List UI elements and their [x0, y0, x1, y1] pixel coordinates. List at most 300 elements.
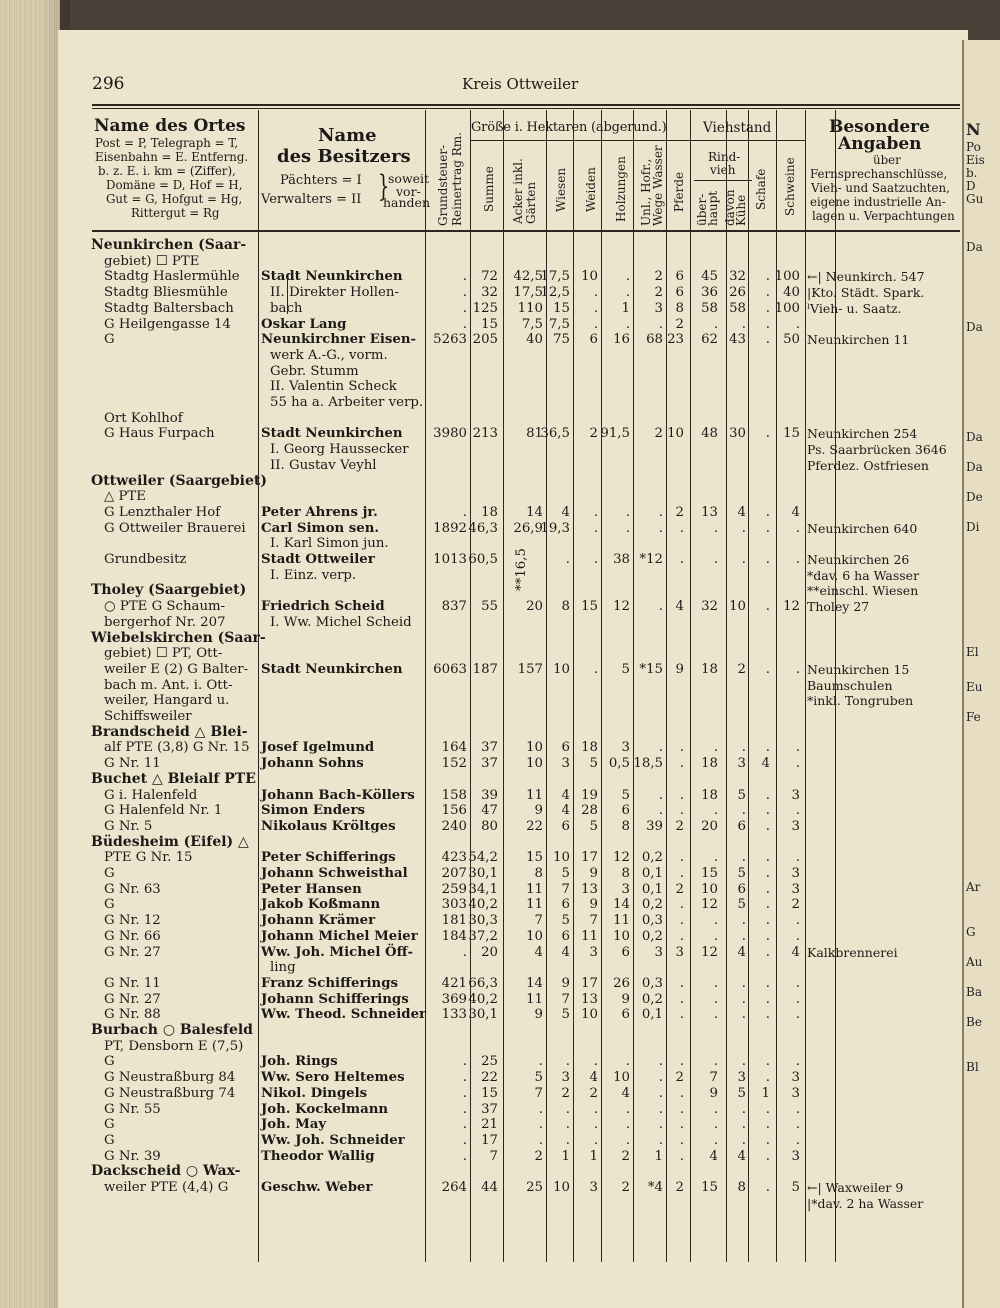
schafe-value: .	[765, 818, 770, 834]
holz-value: 5	[621, 787, 630, 803]
groesse-rule	[470, 140, 670, 141]
unl-value: 0,1	[641, 1007, 663, 1023]
schafe-value: .	[765, 1148, 770, 1164]
acker-value: 9	[534, 803, 543, 819]
kuehe-value: .	[741, 1117, 746, 1133]
holz-value: 16	[613, 332, 630, 348]
pferde-value: 23	[667, 332, 684, 348]
holz-value: .	[625, 269, 630, 285]
header-col1-title: Name des Ortes	[94, 116, 246, 136]
summe-value: 37	[481, 756, 498, 772]
grundsteuer-value: 158	[441, 787, 467, 803]
pferde-value: .	[679, 1054, 684, 1070]
acker-value: 7	[534, 1085, 543, 1101]
summe-value: 40,2	[468, 991, 498, 1007]
row-place: G Nr. 12	[104, 913, 161, 929]
acker-value: 14	[526, 504, 543, 520]
wiesen-value: 19,3	[540, 520, 570, 536]
unl-value: .	[658, 1085, 663, 1101]
wiesen-value: .	[565, 1132, 570, 1148]
schafe-value: .	[765, 897, 770, 913]
grundsteuer-value: 421	[441, 975, 467, 991]
rindvieh-value: 15	[701, 1180, 718, 1195]
row-place: bergerhof Nr. 207	[104, 614, 226, 630]
schafe-value: .	[765, 881, 770, 897]
grundsteuer-value: 207	[441, 866, 467, 881]
holz-value: 26	[613, 975, 630, 991]
rindvieh-value: 58	[701, 300, 718, 316]
pferde-value: 4	[675, 599, 684, 615]
grundsteuer-value: .	[462, 944, 467, 960]
row-owner: Joh. Rings	[261, 1054, 338, 1070]
wiesen-value: 9	[561, 975, 570, 991]
summe-value: 25	[481, 1054, 498, 1070]
wiesen-value: 8	[561, 599, 570, 615]
row-place: G	[104, 1117, 115, 1133]
grundsteuer-value: .	[462, 300, 467, 316]
acker-value: 2	[534, 1148, 543, 1164]
weiden-value: 2	[589, 1085, 598, 1101]
unl-value: 0,2	[641, 897, 663, 913]
rindvieh-value: 36	[701, 285, 718, 301]
row-owner: Ww. Joh. Michel Öff-	[261, 944, 414, 960]
schweine-value: .	[795, 913, 800, 929]
row-note: Kalkbrennerei	[807, 944, 898, 960]
holz-value: 11	[613, 913, 630, 929]
wiesen-value: 75	[553, 332, 570, 348]
rindvieh-value: .	[713, 1101, 718, 1117]
rindvieh-value: 10	[701, 881, 718, 897]
body-column-divider	[258, 232, 259, 1262]
row-owner: Neunkirchner Eisen-	[261, 332, 417, 348]
summe-value: 37	[481, 1101, 498, 1117]
schafe-value: .	[765, 803, 770, 819]
summe-value: 17	[481, 1132, 498, 1148]
row-owner: Gebr. Stumm	[270, 363, 359, 379]
header-bes-line: Vieh- und Saatzuchten,	[811, 181, 950, 195]
acker-value: 7,5	[521, 316, 543, 332]
pferde-value: 2	[675, 504, 684, 520]
grundsteuer-value: .	[462, 285, 467, 301]
holz-value: 0,5	[608, 756, 630, 772]
unl-value: .	[658, 520, 663, 536]
schafe-value: .	[765, 316, 770, 332]
grundsteuer-value: 1013	[433, 552, 467, 567]
row-owner: Stadt Neunkirchen	[261, 426, 403, 442]
row-owner: Peter Schifferings	[261, 850, 396, 866]
weiden-value: 5	[589, 818, 598, 834]
body-column-divider	[470, 232, 471, 1262]
schafe-value: .	[765, 332, 770, 348]
acker-value: 157	[517, 661, 543, 677]
kuehe-value: .	[741, 1132, 746, 1148]
row-place: G Nr. 5	[104, 818, 153, 834]
rindvieh-value: .	[713, 1054, 718, 1070]
summe-value: 66,3	[468, 975, 498, 991]
rindvieh-value: 62	[701, 332, 718, 348]
unl-value: *12	[639, 552, 663, 567]
holz-value: 2	[621, 1148, 630, 1164]
pferde-value: .	[679, 740, 684, 756]
header-summe: Summe	[482, 166, 496, 212]
weiden-value: .	[593, 520, 598, 536]
unl-value: 0,3	[641, 913, 663, 929]
wiesen-value: 7	[561, 991, 570, 1007]
row-owner: Stadt Neunkirchen	[261, 269, 403, 285]
acker-value: 14	[526, 975, 543, 991]
row-owner: Theodor Wallig	[261, 1148, 375, 1164]
weiden-value: 9	[589, 897, 598, 913]
acker-value: 81	[526, 426, 543, 442]
kuehe-value: .	[741, 1101, 746, 1117]
header-col2-handen: handen	[383, 195, 431, 210]
row-place: Schiffsweiler	[104, 709, 192, 724]
wiesen-value: 6	[561, 897, 570, 913]
header-acker-2: Gärten	[524, 181, 538, 224]
row-place: Stadtg Haslermühle	[104, 269, 240, 285]
header-holz: Holzungen	[614, 156, 628, 222]
kuehe-value: 26	[729, 285, 746, 301]
header-column-divider	[425, 110, 426, 230]
holz-value: 3	[621, 740, 630, 756]
grundsteuer-value: 837	[441, 599, 467, 615]
weiden-value: 17	[581, 850, 598, 866]
header-column-divider	[805, 110, 806, 230]
body-column-divider	[601, 232, 602, 1262]
header-col2-verwalters: Verwalters = II	[261, 192, 362, 207]
holz-value: 9	[621, 991, 630, 1007]
header-col2-vor: vor-	[396, 184, 421, 199]
header-top-rule	[92, 104, 960, 106]
row-owner: Johann Schifferings	[261, 991, 409, 1007]
schafe-value: .	[765, 740, 770, 756]
summe-value: 213	[472, 426, 498, 442]
grundsteuer-value: 152	[441, 756, 467, 772]
pferde-value: 6	[675, 285, 684, 301]
schafe-value: .	[765, 866, 770, 881]
rindvieh-value: .	[713, 928, 718, 944]
schafe-value: .	[765, 787, 770, 803]
summe-value: 47	[481, 803, 498, 819]
header-weiden: Weiden	[584, 167, 598, 212]
weiden-value: 9	[589, 866, 598, 881]
kuehe-value: 2	[737, 661, 746, 677]
rindvieh-value: 7	[709, 1070, 718, 1086]
row-note: |*dav. 2 ha Wasser	[807, 1195, 924, 1211]
schafe-value: 4	[761, 756, 770, 772]
wiesen-value: 6	[561, 740, 570, 756]
row-owner: Friedrich Scheid	[261, 599, 385, 615]
grundsteuer-value: 156	[441, 803, 467, 819]
weiden-value: 17	[581, 975, 598, 991]
weiden-value: 6	[589, 332, 598, 348]
unl-value: .	[658, 1101, 663, 1117]
row-place: gebiet) ☐ PT, Ott-	[104, 646, 223, 662]
rindvieh-value: .	[713, 1132, 718, 1148]
weiden-value: 7	[589, 913, 598, 929]
row-place: Ottweiler (Saargebiet)	[91, 472, 267, 489]
row-place: Neunkirchen (Saar-	[91, 237, 247, 253]
pferde-value: 6	[675, 269, 684, 285]
next-page-fragment: N	[966, 120, 981, 139]
rindvieh-value: 15	[701, 866, 718, 881]
schafe-value: .	[765, 1101, 770, 1117]
row-place: G	[104, 332, 115, 348]
row-owner: I. Karl Simon jun.	[270, 536, 389, 552]
grundsteuer-value: 3980	[433, 426, 467, 442]
unl-value: .	[658, 504, 663, 520]
next-page-fragment: Eis	[966, 153, 985, 167]
body-column-divider	[748, 232, 749, 1262]
weiden-value: .	[593, 300, 598, 316]
row-owner: I. Georg Haussecker	[270, 442, 409, 458]
wiesen-value: 2	[561, 1085, 570, 1101]
rindvieh-value: 13	[701, 504, 718, 520]
acker-value: 5	[534, 1070, 543, 1086]
pferde-value: 3	[675, 944, 684, 960]
schafe-value: .	[765, 944, 770, 960]
grundsteuer-value: 369	[441, 991, 467, 1007]
wiesen-value: 3	[561, 756, 570, 772]
row-note: Neunkirchen 11	[807, 332, 910, 348]
row-place: Grundbesitz	[104, 552, 187, 567]
unl-value: 2	[654, 285, 663, 301]
holz-value: 1	[621, 300, 630, 316]
schweine-value: 3	[791, 1070, 800, 1086]
schafe-value: .	[765, 1070, 770, 1086]
pferde-value: .	[679, 1101, 684, 1117]
next-page-fragment: El	[966, 645, 979, 659]
header-col2-title: Name	[318, 125, 377, 146]
summe-value: 20	[481, 944, 498, 960]
row-owner: Peter Ahrens jr.	[261, 504, 378, 520]
body-column-divider	[690, 232, 691, 1262]
schweine-value: .	[795, 1007, 800, 1023]
pferde-value: .	[679, 803, 684, 819]
grundsteuer-value: .	[462, 1117, 467, 1133]
schweine-value: 3	[791, 818, 800, 834]
unl-value: 68	[646, 332, 663, 348]
rindvieh-value: .	[713, 1117, 718, 1133]
pferde-value: 10	[667, 426, 684, 442]
weiden-value: 1	[589, 1148, 598, 1164]
row-note: ←| Neunkirch. 547	[807, 269, 925, 285]
row-owner: Johann Michel Meier	[261, 928, 418, 944]
summe-value: 55	[481, 599, 498, 615]
row-note: Pferdez. Ostfriesen	[807, 457, 929, 473]
row-owner: II. Valentin Scheck	[270, 379, 397, 395]
next-page-fragment: Bl	[966, 1060, 979, 1074]
row-owner: I. Ww. Michel Scheid	[270, 614, 412, 630]
acker-value: 11	[526, 881, 543, 897]
weiden-value: .	[593, 1117, 598, 1133]
kuehe-value: 6	[737, 818, 746, 834]
grundsteuer-value: 423	[441, 850, 467, 866]
pferde-value: 9	[675, 661, 684, 677]
summe-value: 44	[481, 1180, 498, 1195]
weiden-value: .	[593, 1132, 598, 1148]
wiesen-value: .	[565, 1117, 570, 1133]
next-page-fragment: Da	[966, 320, 983, 334]
acker-value: .	[538, 1132, 543, 1148]
row-note: *inkl. Tongruben	[807, 693, 914, 709]
header-unl-2: Wege Wasser	[651, 145, 665, 226]
header-col2-brace: }	[377, 169, 390, 204]
holz-value: 8	[621, 866, 630, 881]
acker-value: 7	[534, 913, 543, 929]
wiesen-value: 3	[561, 1070, 570, 1086]
place-bracket	[258, 278, 259, 314]
unl-value: .	[658, 316, 663, 332]
schweine-value: 50	[783, 332, 800, 348]
summe-value: 18	[481, 504, 498, 520]
grundsteuer-value: 181	[441, 913, 467, 929]
unl-value: 2	[654, 426, 663, 442]
header-column-divider	[258, 110, 259, 230]
weiden-value: 13	[581, 991, 598, 1007]
grundsteuer-value: .	[462, 1070, 467, 1086]
rindvieh-value: .	[713, 803, 718, 819]
wiesen-value: 5	[561, 866, 570, 881]
schafe-value: .	[765, 850, 770, 866]
rindvieh-value: .	[713, 850, 718, 866]
grundsteuer-value: .	[462, 269, 467, 285]
acker-value: 11	[526, 787, 543, 803]
kuehe-value: 8	[737, 1180, 746, 1195]
pferde-value: .	[679, 1132, 684, 1148]
next-page-fragment: Be	[966, 1015, 982, 1029]
acker-value: 4	[534, 944, 543, 960]
grundsteuer-value: .	[462, 1085, 467, 1101]
unl-value: 2	[654, 269, 663, 285]
grundsteuer-value: 184	[441, 928, 467, 944]
row-place: PTE G Nr. 15	[104, 850, 193, 866]
unl-value: .	[658, 1054, 663, 1070]
acker-value: 17,5	[513, 285, 543, 301]
schweine-value: 100	[774, 269, 800, 285]
schweine-value: 15	[783, 426, 800, 442]
rindvieh-value: 20	[701, 818, 718, 834]
row-note: ˡVieh- u. Saatz.	[807, 300, 902, 316]
kuehe-value: 4	[737, 944, 746, 960]
holz-value: 10	[613, 1070, 630, 1086]
unl-value: .	[658, 1070, 663, 1086]
schweine-value: 40	[783, 285, 800, 301]
wiesen-value: 17,5	[540, 269, 570, 285]
row-place: G Halenfeld Nr. 1	[104, 803, 223, 819]
wiesen-value: 7,5	[548, 316, 570, 332]
wiesen-value: 5	[561, 1007, 570, 1023]
schweine-value: .	[795, 1132, 800, 1148]
rindvieh-value: 12	[701, 897, 718, 913]
row-place: G	[104, 1132, 115, 1148]
next-page-edge	[962, 40, 1000, 1308]
row-note: *dav. 6 ha Wasser	[807, 567, 920, 583]
row-place: G	[104, 1054, 115, 1070]
rindvieh-value: 32	[701, 599, 718, 615]
unl-value: 3	[654, 944, 663, 960]
next-page-fragment: Po	[966, 140, 981, 154]
row-place: alf PTE (3,8) G Nr. 15	[104, 740, 250, 756]
schafe-value: .	[765, 1007, 770, 1023]
pferde-value: 2	[675, 1180, 684, 1195]
grundsteuer-value: 303	[441, 897, 467, 913]
row-place: G Nr. 55	[104, 1101, 161, 1117]
weiden-value: 13	[581, 881, 598, 897]
pferde-value: .	[679, 897, 684, 913]
header-schafe: Schafe	[754, 168, 768, 210]
unl-value: .	[658, 787, 663, 803]
wiesen-value: .	[565, 1101, 570, 1117]
schafe-value: .	[765, 1132, 770, 1148]
rindvieh-value: 18	[701, 756, 718, 772]
next-page-fragment: G	[966, 925, 976, 939]
row-place: Buchet △ Bleialf PTE	[91, 770, 256, 787]
row-owner: 55 ha a. Arbeiter verp.	[270, 395, 424, 410]
summe-value: 39	[481, 787, 498, 803]
row-place: G Haus Furpach	[104, 426, 215, 442]
kuehe-value: 4	[737, 1148, 746, 1164]
pferde-value: .	[679, 1085, 684, 1101]
header-col2-paechters: Pächters = I	[280, 173, 362, 188]
weiden-value: .	[593, 316, 598, 332]
row-owner: Franz Schifferings	[261, 975, 398, 991]
kuehe-value: .	[741, 975, 746, 991]
unl-value: .	[658, 1132, 663, 1148]
row-place: Stadtg Baltersbach	[104, 300, 234, 316]
schafe-value: 1	[761, 1085, 770, 1101]
summe-value: 125	[472, 300, 498, 316]
weiden-value: 10	[581, 1007, 598, 1023]
weiden-value: .	[593, 661, 598, 677]
header-col2-title-2: des Besitzers	[277, 146, 411, 167]
kuehe-value: 32	[729, 269, 746, 285]
row-note: Neunkirchen 15	[807, 661, 910, 677]
pferde-value: .	[679, 1148, 684, 1164]
row-place: G Nr. 88	[104, 1007, 161, 1023]
row-place: Brandscheid △ Blei-	[91, 723, 248, 740]
summe-value: 37	[481, 740, 498, 756]
body-column-divider	[666, 232, 667, 1262]
row-owner: bach	[270, 300, 303, 316]
acker-value: .	[538, 1101, 543, 1117]
row-place: Dackscheid ○ Wax-	[91, 1163, 241, 1180]
kuehe-value: .	[741, 1007, 746, 1023]
row-owner: Ww. Sero Heltemes	[261, 1070, 405, 1086]
holz-value: .	[625, 1101, 630, 1117]
holz-value: 38	[613, 552, 630, 567]
holz-value: 4	[621, 1085, 630, 1101]
next-page-fragment: Ar	[966, 880, 981, 894]
row-place: △ PTE	[104, 489, 146, 505]
kuehe-value: 58	[729, 300, 746, 316]
next-page-fragment: Da	[966, 460, 983, 474]
weiden-value: 15	[581, 599, 598, 615]
acker-value: 25	[526, 1180, 543, 1195]
row-owner: Josef Igelmund	[261, 740, 375, 756]
body-column-divider	[503, 232, 504, 1262]
schweine-value: .	[795, 756, 800, 772]
row-note: ←| Waxweiler 9	[807, 1180, 904, 1195]
summe-value: 7	[489, 1148, 498, 1164]
schweine-value: .	[795, 1117, 800, 1133]
weiden-value: .	[593, 1054, 598, 1070]
row-note: Baumschulen	[807, 677, 893, 693]
body-column-divider	[726, 232, 727, 1262]
schafe-value: .	[765, 285, 770, 301]
unl-value: 0,2	[641, 991, 663, 1007]
next-page-fragment: Eu	[966, 680, 983, 694]
